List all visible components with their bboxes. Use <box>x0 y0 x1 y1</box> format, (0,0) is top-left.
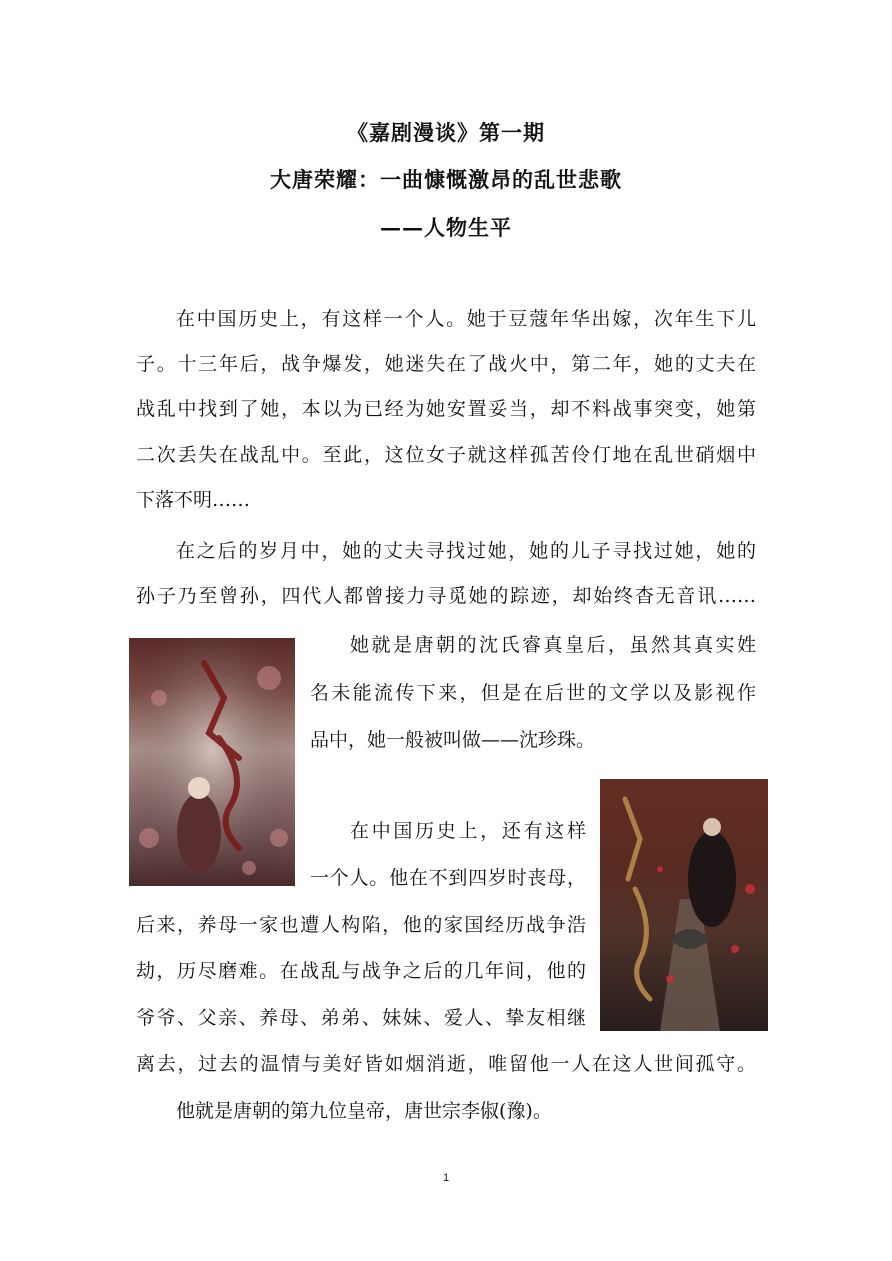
paragraph-line: 名未能流传下来，但是在后世的文学以及影视作 <box>310 682 756 704</box>
paragraph-line: 一个人。他在不到四岁时丧母， <box>310 867 586 889</box>
paragraph-line: 二次丢失在战乱中。至此，这位女子就这样孤苦伶仃地在乱世硝烟中 <box>136 444 756 466</box>
paragraph-line: 他就是唐朝的第九位皇帝，唐世宗李俶(豫)。 <box>176 1100 552 1122</box>
paragraph-line: 下落不明…… <box>136 489 251 511</box>
page-number: 1 <box>442 1172 450 1184</box>
article-title: 大唐荣耀：一曲慷慨激昂的乱世悲歌 <box>270 167 622 192</box>
paragraph-line: 战乱中找到了她，本以为已经为她安置妥当，却不料战事突变，她第 <box>136 398 756 420</box>
paragraph-line: 品中，她一般被叫做——沈珍珠。 <box>310 729 596 751</box>
drama-poster-image-2 <box>600 779 768 1031</box>
paragraph-line: 离去，过去的温情与美好皆如烟消逝，唯留他一人在这人世间孤守。 <box>136 1053 756 1075</box>
article-subtitle: ——人物生平 <box>380 215 512 240</box>
paragraph-line: 在之后的岁月中，她的丈夫寻找过她，她的儿子寻找过她，她的 <box>176 540 756 562</box>
paragraph-line: 后来，养母一家也遭人构陷，他的家国经历战争浩 <box>136 914 586 936</box>
drama-poster-image-1 <box>129 638 295 886</box>
paragraph-line: 子。十三年后，战争爆发，她迷失在了战火中，第二年，她的丈夫在 <box>136 353 756 375</box>
paragraph-line: 在中国历史上，还有这样 <box>350 820 586 842</box>
paragraph-line: 在中国历史上，有这样一个人。她于豆蔻年华出嫁，次年生下儿 <box>176 308 756 330</box>
issue-title: 《嘉剧漫谈》第一期 <box>347 120 545 145</box>
paragraph-line: 劫，历尽磨难。在战乱与战争之后的几年间，他的 <box>136 960 586 982</box>
paragraph-line: 她就是唐朝的沈氏睿真皇后，虽然其真实姓 <box>350 634 756 656</box>
paragraph-line: 孙子乃至曾孙，四代人都曾接力寻觅她的踪迹，却始终杳无音讯…… <box>136 585 756 607</box>
paragraph-line: 爷爷、父亲、养母、弟弟、妹妹、爱人、挚友相继 <box>136 1007 586 1029</box>
